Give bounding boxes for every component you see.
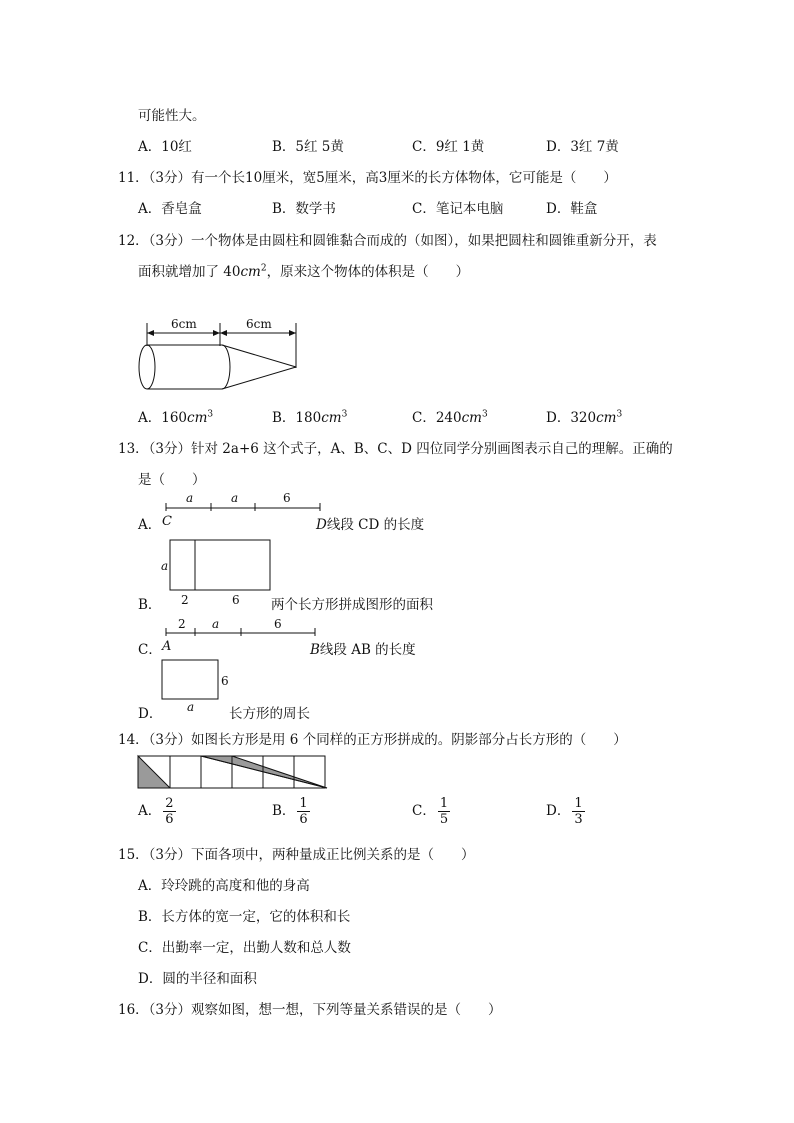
q13-option-c-caption: B线段 AB 的长度 [310, 642, 416, 658]
q15-option-a: A．玲玲跳的高度和他的身高 [138, 878, 310, 894]
q12-label-cone: 6cm [246, 317, 272, 331]
q12-option-d: D．$320cm^3$ [546, 409, 623, 426]
svg-text:6: 6 [232, 593, 240, 607]
svg-text:6: 6 [221, 674, 229, 688]
q14-option-d: D． $\frac{1}{3}$ [546, 796, 583, 827]
q13-stem-line1: 13．（3分）针对 2a+6 这个式子，A、B、C、D 四位同学分别画图表示自己的理解。正确的 [118, 441, 673, 457]
q12-option-b: B．$180cm^3$ [272, 409, 348, 426]
q12-label-cylinder: 6cm [171, 317, 197, 331]
q14-stem: 14．（3分）如图长方形是用 6 个同样的正方形拼成的。阴影部分占长方形的（ ） [118, 732, 627, 748]
svg-text:6: 6 [283, 491, 291, 505]
q13-option-a-letter: A． [138, 517, 162, 533]
svg-text:a: a [231, 491, 239, 505]
q11-stem: 11．（3分）有一个长10厘米，宽5厘米，高3厘米的长方体物体，它可能是（ ） [118, 170, 617, 186]
q13-option-c-letter: C． [138, 642, 162, 658]
q10-option-a: A．10红 [138, 139, 192, 155]
q16-stem: 16．（3分）观察如图，想一想，下列等量关系错误的是（ ） [118, 1002, 502, 1018]
q14-option-c: C． $\frac{1}{5}$ [412, 796, 449, 827]
q10-tail: 可能性大。 [138, 108, 206, 124]
q13-option-b-letter: B． [138, 597, 162, 613]
svg-text:a: a [187, 700, 195, 714]
q15-stem: 15．（3分）下面各项中，两种量成正比例关系的是（ ） [118, 847, 475, 863]
q14-option-b: B． $\frac{1}{6}$ [272, 796, 308, 827]
q13-stem-line2: 是（ ） [138, 472, 206, 488]
q10-option-b: B．5红 5黄 [272, 139, 344, 155]
svg-text:C: C [162, 514, 172, 529]
svg-text:2: 2 [181, 593, 189, 607]
q12-stem-line2: 面积就增加了 $40cm^2$，原来这个物体的体积是（ ） [138, 263, 470, 280]
svg-text:2: 2 [178, 617, 186, 631]
q15-option-d: D．圆的半径和面积 [138, 971, 257, 987]
q11-option-d: D．鞋盒 [546, 201, 598, 217]
q13-option-d-letter: D． [138, 706, 163, 722]
q13-option-d-caption: 长方形的周长 [229, 706, 310, 722]
svg-text:a: a [161, 559, 169, 573]
svg-text:a: a [186, 491, 194, 505]
q12-stem-line1: 12．（3分）一个物体是由圆柱和圆锥黏合而成的（如图），如果把圆柱和圆锥重新分开，表 [118, 233, 657, 249]
q11-option-c: C．笔记本电脑 [412, 201, 504, 217]
svg-text:6: 6 [274, 617, 282, 631]
q11-option-b: B．数学书 [272, 201, 336, 217]
q13-option-a-caption: D线段 CD 的长度 [316, 517, 425, 533]
svg-text:A: A [162, 639, 172, 654]
svg-text:a: a [212, 617, 220, 631]
q10-option-c: C．9红 1黄 [412, 139, 485, 155]
q11-option-a: A．香皂盒 [138, 201, 202, 217]
q15-option-c: C．出勤率一定，出勤人数和总人数 [138, 940, 351, 956]
q13-option-b-caption: 两个长方形拼成图形的面积 [271, 597, 433, 613]
q12-option-a: A．$160cm^3$ [138, 409, 214, 426]
q10-option-d: D．3红 7黄 [546, 139, 619, 155]
q12-option-c: C．$240cm^3$ [412, 409, 488, 426]
q15-option-b: B．长方体的宽一定，它的体积和长 [138, 909, 351, 925]
q14-option-a: A． $\frac{2}{6}$ [138, 796, 174, 827]
